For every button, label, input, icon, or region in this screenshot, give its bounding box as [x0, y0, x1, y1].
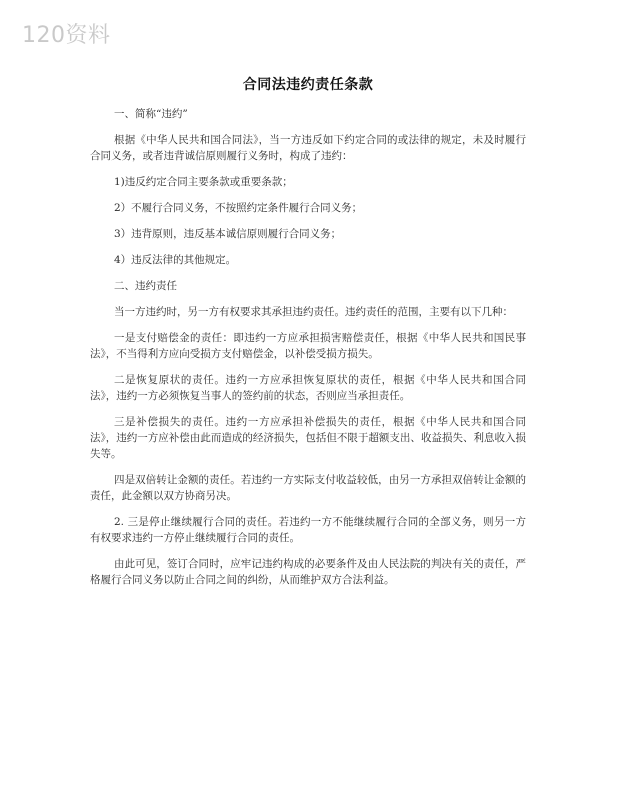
responsibility-paragraph-3: 三是补偿损失的责任。违约一方应承担补偿损失的责任，根据《中华人民共和国合同法》，违约一方应补偿由此而造成的经济损失，包括但不限于超额支出、收益损失、利息收入损失等。 — [90, 416, 526, 460]
list-item-3: 3）违背原则，违反基本诚信原则履行合同义务； — [114, 228, 342, 240]
responsibility-paragraph-4: 四是双倍转让金额的责任。若违约一方实际支付收益较低，由另一方承担双倍转让金额的责任，此金额以双方协商另决。 — [90, 474, 526, 502]
list-item-4: 4）违反法律的其他规定。 — [114, 254, 237, 266]
document-page — [90, 74, 526, 598]
list-item-2: 2）不履行合同义务，不按照约定条件履行合同义务； — [114, 202, 363, 214]
document-title: 合同法违约责任条款 — [242, 77, 374, 93]
watermark-logo: 120资料 — [22, 23, 111, 48]
list-item-1: 1)违反约定合同主要条款或重要条款； — [114, 176, 293, 188]
section-1-intro: 根据《中华人民共和国合同法》，当一方违反如下约定合同的或法律的规定，未及时履行合同义务，或者违背诚信原则履行义务时，构成了违约： — [90, 134, 526, 162]
section-heading-2: 二、违约责任 — [114, 280, 177, 292]
section-2-intro: 当一方违约时，另一方有权要求其承担违约责任。违约责任的范围，主要有以下几种： — [114, 306, 513, 318]
responsibility-paragraph-1: 一是支付赔偿金的责任：即违约一方应承担损害赔偿责任，根据《中华人民共和国民事法》，不当得利方应向受损方支付赔偿金，以补偿受损方损失。 — [90, 332, 526, 360]
responsibility-paragraph-2: 二是恢复原状的责任。违约一方应承担恢复原状的责任，根据《中华人民共和国合同法》，违约一方必须恢复当事人的签约前的状态，否则应当承担责任。 — [90, 374, 526, 402]
responsibility-paragraph-5: 2. 三是停止继续履行合同的责任。若违约一方不能继续履行合同的全部义务，则另一方有权要求违约一方停止继续履行合同的责任。 — [90, 516, 526, 544]
section-heading-1: 一、简称“违约” — [114, 108, 188, 120]
conclusion-paragraph: 由此可见，签订合同时，应牢记违约构成的必要条件及由人民法院的判决有关的责任，严格履行合同义务以防止合同之间的纠纷，从而维护双方合法利益。 — [90, 558, 526, 586]
